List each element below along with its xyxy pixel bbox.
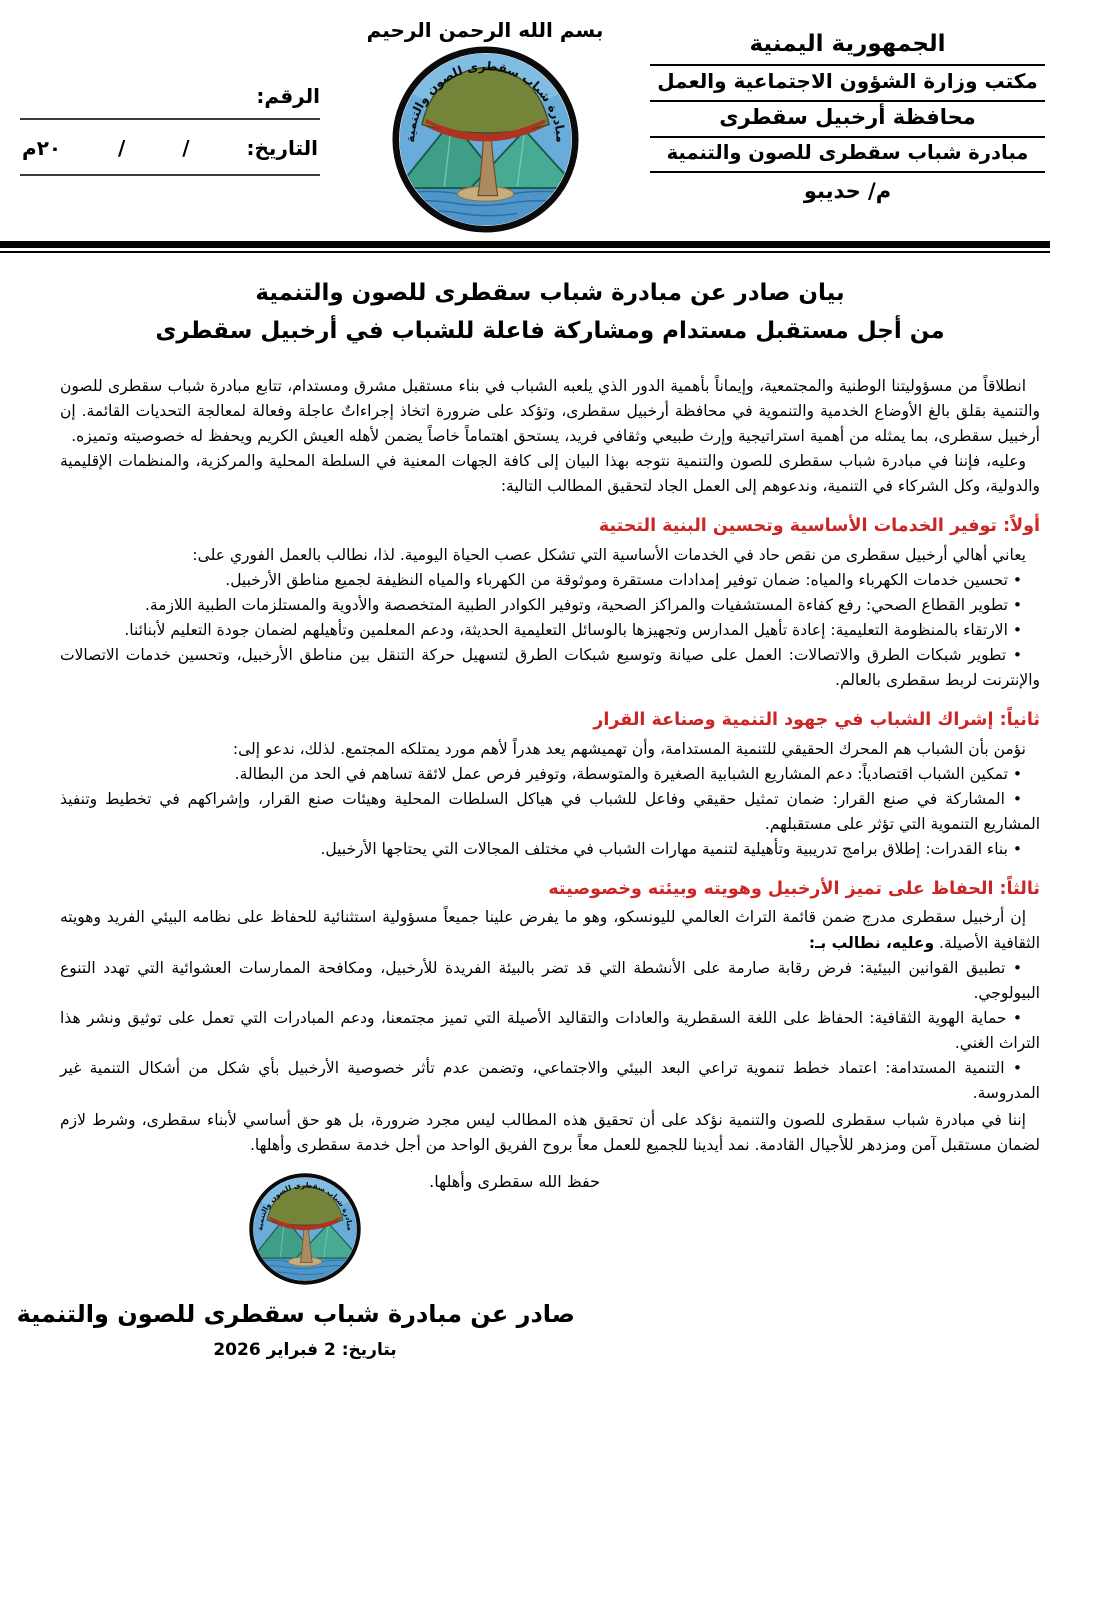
number-field-label: الرقم: (256, 84, 320, 108)
date-slash-2: / (118, 136, 126, 160)
section-intro-bold: وعليه، نطالب بـ: (808, 933, 935, 952)
bullet-item: • حماية الهوية الثقافية: الحفاظ على اللغة السقطرية والعادات والتقاليد الأصيلة التي تميز مجتمعنا، ودعم المبادرات التي تعمل على توثيق ونشر هذا التراث الغني. (60, 1008, 1040, 1052)
date-field-row (20, 136, 320, 160)
bullet-item: • التنمية المستدامة: اعتماد خطط تنموية تراعي البعد البيئي والاجتماعي، وتضمن عدم تأثر خصوصية الأرخبيل بأي شكل من أشكال التنمية غير المدروسة. (60, 1059, 1040, 1103)
section-youth-participation (60, 706, 1040, 862)
date-field-line (20, 174, 320, 176)
intro-paragraph: انطلاقاً من مسؤوليتنا الوطنية والمجتمعية، وإيماناً بأهمية الدور الذي يلعبه الشباب في بناء مستقبل مشرق ومستدام، تتابع مبادرة شباب سقطرى للصون والتنمية بقلق بالغ الأوضاع الخدمية والتنموية في محافظة أرخبيل سقطرى، وتؤكد على ضرورة اتخاذ إجراءاتٌ عاجلة وفعالة لمعالجة التحديات القائمة. إن أرخبيل سقطرى، بما يمثله من أهمية استراتيجية وإرث طبيعي وثقافي فريد، يستحق اهتماماً خاصاً يضمن لأهله العيش الكريم ويحفظ له خصوصيته وتميزه. (60, 376, 1040, 445)
section-heading: ثالثاً: الحفاظ على تميز الأرخبيل وهويته وبيئته وخصوصيته (548, 879, 1040, 900)
issue-date-line (35, 1337, 575, 1365)
closing-paragraph: إننا في مبادرة شباب سقطرى للصون والتنمية نؤكد على أن تحقيق هذه المطالب ليس مجرد ضرورة، بل هو حق أساسي لأبناء سقطرى، وشرط لازم لضمان مستقبل آمن ومزدهر للأجيال القادمة. نمد أيدينا للجميع للعمل معاً بروح الفريق الواحد من أجل خدمة سقطرى وأهلها. (60, 1111, 1040, 1155)
org-line-ministry-office: مكتب وزارة الشؤون الاجتماعية والعمل (650, 66, 1045, 102)
section-heading: ثانياً: إشراك الشباب في جهود التنمية وصناعة القرار (593, 710, 1040, 731)
intro-paragraph: وعليه، فإننا في مبادرة شباب سقطرى للصون والتنمية نتوجه بهذا البيان إلى كافة الجهات المعنية في السلطة المحلية والمركزية، والمنظمات الإقليمية والدولية، وكل الشركاء في التنمية، وندعوهم إلى العمل الجاد لتحقيق المطالب التالية: (60, 451, 1040, 496)
section-intro-text: نؤمن بأن الشباب هم المحرك الحقيقي للتنمية المستدامة، وأن تهميشهم يعد هدراً لأهم مورد يمتلكه المجتمع. لذلك، ندعو إلى: (232, 739, 1026, 758)
section-intro-text: يعاني أهالي أرخبيل سقطرى من نقص حاد في الخدمات الأساسية التي تشكل عصب الحياة اليومية. لذا، نطالب بالعمل الفوري على: (192, 545, 1026, 564)
bullet-item: • تطوير القطاع الصحي: رفع كفاءة المستشفيات والمراكز الصحية، وتوفير الكوادر الطبية المتخصصة والأدوية والمستلزمات الطبية اللازمة. (144, 595, 1022, 614)
section-intro (60, 905, 1040, 955)
letterhead-center-block (320, 6, 650, 233)
section-intro (60, 543, 1040, 568)
issue-date-value: 2 فبراير 2026 (213, 1340, 336, 1361)
section-basic-services (60, 512, 1040, 693)
bullet-item: • تحسين خدمات الكهرباء والمياه: ضمان توفير إمدادات مستقرة وموثوقة من الكهرباء والمياه النظيفة لجميع مناطق الأرخبيل. (225, 570, 1022, 589)
issued-by-line: صادر عن مبادرة شباب سقطرى للصون والتنمية (16, 1299, 575, 1328)
signature-area (16, 1163, 1040, 1368)
bullet-item: • تمكين الشباب اقتصادياً: دعم المشاريع الشبابية الصغيرة والمتوسطة، وتوفير فرص عمل لائقة تساهم في الحد من البطالة. (234, 764, 1022, 783)
statement-subtitle: من أجل مستقبل مستدام ومشاركة فاعلة للشباب في أرخبيل سقطرى (155, 318, 945, 345)
statement-body (0, 275, 1099, 1368)
date-slash-1: / (182, 136, 190, 160)
initiative-logo (392, 46, 579, 233)
header-divider (0, 241, 1050, 253)
bullet-item: • بناء القدرات: إطلاق برامج تدريبية وتأهيلية لتنمية مهارات الشباب في مختلف المجالات التي يحتاجها الأرخبيل. (320, 839, 1022, 858)
org-line-initiative: مبادرة شباب سقطرى للصون والتنمية (650, 138, 1045, 173)
org-line-city: م/ حديبو (803, 179, 892, 203)
bullet-item: • الارتقاء بالمنظومة التعليمية: إعادة تأهيل المدارس وتجهيزها بالوسائل التعليمية الحديثة، ودعم المعلمين وتأهيلهم لضمان جودة التعليم لأبنائنا. (124, 620, 1022, 639)
letterhead-org-block (650, 6, 1045, 233)
number-field-line (20, 118, 320, 120)
bullet-item: • المشاركة في صنع القرار: ضمان تمثيل حقيقي وفاعل للشباب في هياكل السلطات المحلية وهيئات صنع القرار، وإشراكهم في تخطيط وتنفيذ المشاريع التنموية التي تؤثر على مستقبلهم. (60, 789, 1040, 833)
org-line-governorate: محافظة أرخبيل سقطرى (650, 102, 1045, 138)
bullet-item: • تطبيق القوانين البيئية: فرض رقابة صارمة على الأنشطة التي قد تضر بالبيئة الفريدة للأرخبيل، ومكافحة الممارسات العشوائية التي تهدد التنوع البيولوجي. (60, 958, 1040, 1002)
date-year-prefix: ٢٠م (22, 136, 62, 160)
issue-date-label: بتاريخ: (341, 1340, 397, 1361)
date-field-label: التاريخ: (246, 136, 318, 160)
section-identity-preservation (60, 875, 1040, 1106)
statement-title: بيان صادر عن مبادرة شباب سقطرى للصون والتنمية (255, 280, 845, 306)
issuer-block (16, 1173, 575, 1365)
prayer-line: حفظ الله سقطرى وأهلها. (429, 1171, 600, 1191)
section-intro (60, 737, 1040, 762)
org-line-country: الجمهورية اليمنية (650, 28, 1045, 66)
section-heading: أولاً: توفير الخدمات الأساسية وتحسين البنية التحتية (598, 516, 1040, 537)
initiative-logo-small (249, 1173, 361, 1285)
reference-fields-block (20, 6, 320, 233)
section-intro-text: إن أرخبيل سقطرى مدرج ضمن قائمة التراث العالمي لليونسكو، وهو ما يفرض علينا جميعاً مسؤولية استثنائية للحفاظ على نظامه البيئي الفريد وهويته الثقافية الأصيلة. (60, 908, 1040, 952)
bullet-item: • تطوير شبكات الطرق والاتصالات: العمل على صيانة وتوسيع شبكات الطرق لتسهيل حركة التنقل بين مناطق الأرخبيل، وتحسين خدمات الاتصالات والإنترنت لربط سقطرى بالعالم. (60, 645, 1040, 690)
basmala-text: بسم الله الرحمن الرحيم (366, 18, 604, 42)
letterhead (0, 0, 1099, 233)
